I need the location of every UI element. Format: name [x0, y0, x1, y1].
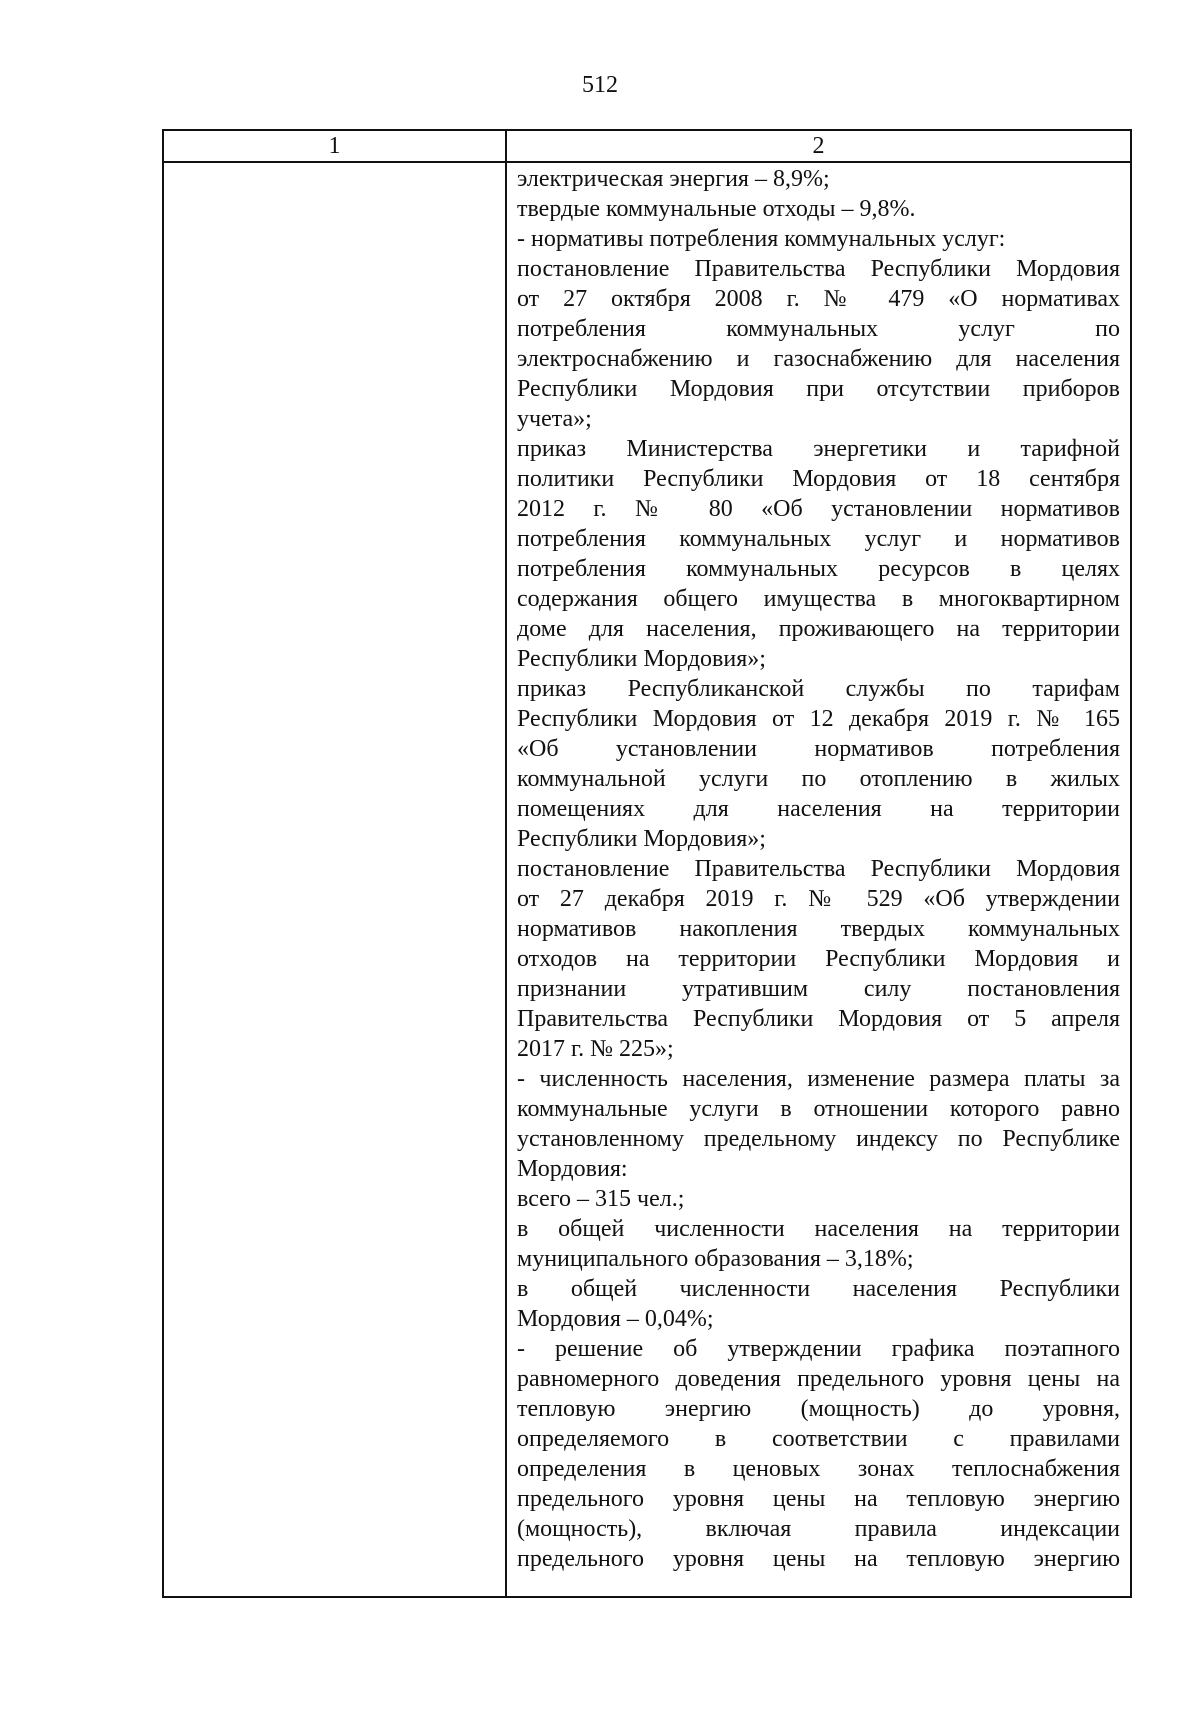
text-line: доме для населения, проживающего на территории — [517, 616, 1120, 642]
text-line: коммунальные услуги в отношении которого равно — [517, 1096, 1120, 1122]
column-1-cell — [164, 163, 505, 1596]
text-line: предельного уровня цены на тепловую энергию — [517, 1546, 1120, 1572]
text-line: 2012 г. № 80 «Об установлении нормативов — [517, 496, 1120, 522]
text-line: определения в ценовых зонах теплоснабжения — [517, 1456, 1120, 1482]
column-2-header: 2 — [812, 133, 825, 159]
text-line: установленному предельному индексу по Республике — [517, 1126, 1120, 1152]
text-line: твердые коммунальные отходы – 9,8%. — [517, 196, 916, 222]
document-table — [162, 129, 1132, 1598]
text-line: приказ Министерства энергетики и тарифной — [517, 436, 1120, 462]
text-line: Республики Мордовия от 12 декабря 2019 г. № 165 — [517, 706, 1120, 732]
text-line: постановление Правительства Республики Мордовия — [517, 856, 1120, 882]
text-line: содержания общего имущества в многоквартирном — [517, 586, 1120, 612]
text-line: Правительства Республики Мордовия от 5 апреля — [517, 1006, 1120, 1032]
text-line: - нормативы потребления коммунальных услуг: — [517, 226, 1006, 252]
text-line: в общей численности населения на территории — [517, 1216, 1120, 1242]
text-line: помещениях для населения на территории — [517, 796, 1120, 822]
text-line: - численность населения, изменение размера платы за — [517, 1066, 1120, 1092]
text-line: потребления коммунальных услуг по — [517, 316, 1120, 342]
text-line: Республики Мордовия»; — [517, 826, 766, 852]
text-line: приказ Республиканской службы по тарифам — [517, 676, 1120, 702]
text-line: политики Республики Мордовия от 18 сентября — [517, 466, 1120, 492]
text-line: потребления коммунальных услуг и нормативов — [517, 526, 1120, 552]
text-line: нормативов накопления твердых коммунальных — [517, 916, 1120, 942]
text-line: определяемого в соответствии с правилами — [517, 1426, 1120, 1452]
text-line: - решение об утверждении графика поэтапного — [517, 1336, 1120, 1362]
text-line: отходов на территории Республики Мордовия и — [517, 946, 1120, 972]
table-header-row — [164, 131, 1130, 163]
column-divider — [505, 131, 507, 1596]
text-line: тепловую энергию (мощность) до уровня, — [517, 1396, 1120, 1422]
text-line: Республики Мордовия»; — [517, 646, 766, 672]
text-line: (мощность), включая правила индексации — [517, 1516, 1120, 1542]
text-line: от 27 октября 2008 г. № 479 «О нормативах — [517, 286, 1120, 312]
text-line: постановление Правительства Республики Мордовия — [517, 256, 1120, 282]
text-line: Республики Мордовия при отсутствии приборов — [517, 376, 1120, 402]
text-line: электрическая энергия – 8,9%; — [517, 166, 830, 192]
text-line: Мордовия – 0,04%; — [517, 1306, 714, 1332]
text-line: «Об установлении нормативов потребления — [517, 736, 1120, 762]
text-line: в общей численности населения Республики — [517, 1276, 1120, 1302]
text-line: коммунальной услуги по отоплению в жилых — [517, 766, 1120, 792]
text-line: 2017 г. № 225»; — [517, 1036, 674, 1062]
text-line: электроснабжению и газоснабжению для населения — [517, 346, 1120, 372]
text-line: признании утратившим силу постановления — [517, 976, 1120, 1002]
text-line: учета»; — [517, 406, 592, 432]
text-line: потребления коммунальных ресурсов в целях — [517, 556, 1120, 582]
column-1-header: 1 — [328, 133, 341, 159]
text-line: муниципального образования – 3,18%; — [517, 1246, 914, 1272]
text-line: всего – 315 чел.; — [517, 1186, 685, 1212]
text-line: предельного уровня цены на тепловую энергию — [517, 1486, 1120, 1512]
column-2-cell — [517, 164, 1120, 1574]
text-line: равномерного доведения предельного уровня цены на — [517, 1366, 1120, 1392]
page-number: 512 — [582, 72, 618, 98]
text-line: Мордовия: — [517, 1156, 628, 1182]
text-line: от 27 декабря 2019 г. № 529 «Об утверждении — [517, 886, 1120, 912]
